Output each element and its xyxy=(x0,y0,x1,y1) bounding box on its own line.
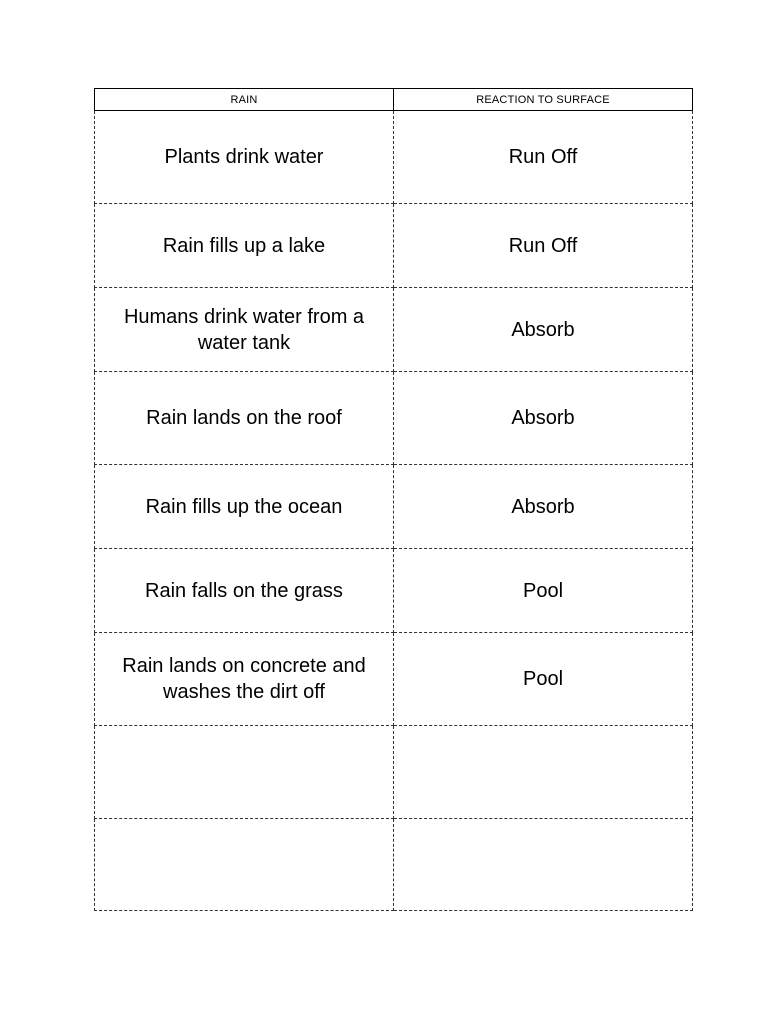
rain-cell xyxy=(95,726,394,819)
rain-cell: Plants drink water xyxy=(95,111,394,204)
table-row xyxy=(95,465,693,549)
reaction-cell xyxy=(394,819,693,911)
rain-cell: Humans drink water from a water tank xyxy=(95,288,394,372)
reaction-cell: Absorb xyxy=(394,465,693,549)
reaction-cell: Absorb xyxy=(394,372,693,465)
sorting-table xyxy=(94,88,693,911)
rain-cell: Rain fills up a lake xyxy=(95,204,394,288)
reaction-cell: Pool xyxy=(394,633,693,726)
table-row xyxy=(95,819,693,911)
rain-cell: Rain lands on the roof xyxy=(95,372,394,465)
reaction-cell: Pool xyxy=(394,549,693,633)
rain-cell: Rain fills up the ocean xyxy=(95,465,394,549)
header-row xyxy=(95,89,693,111)
reaction-cell xyxy=(394,726,693,819)
worksheet xyxy=(94,88,692,911)
rain-cell: Rain lands on concrete and washes the dirt off xyxy=(95,633,394,726)
table-row xyxy=(95,633,693,726)
reaction-cell: Run Off xyxy=(394,111,693,204)
rain-column-header: RAIN xyxy=(95,89,394,111)
table-row xyxy=(95,204,693,288)
table-row xyxy=(95,111,693,204)
table-row xyxy=(95,726,693,819)
table-row xyxy=(95,288,693,372)
table-row xyxy=(95,549,693,633)
rain-cell: Rain falls on the grass xyxy=(95,549,394,633)
reaction-cell: Run Off xyxy=(394,204,693,288)
table-row xyxy=(95,372,693,465)
reaction-cell: Absorb xyxy=(394,288,693,372)
reaction-column-header: REACTION TO SURFACE xyxy=(394,89,693,111)
rain-cell xyxy=(95,819,394,911)
